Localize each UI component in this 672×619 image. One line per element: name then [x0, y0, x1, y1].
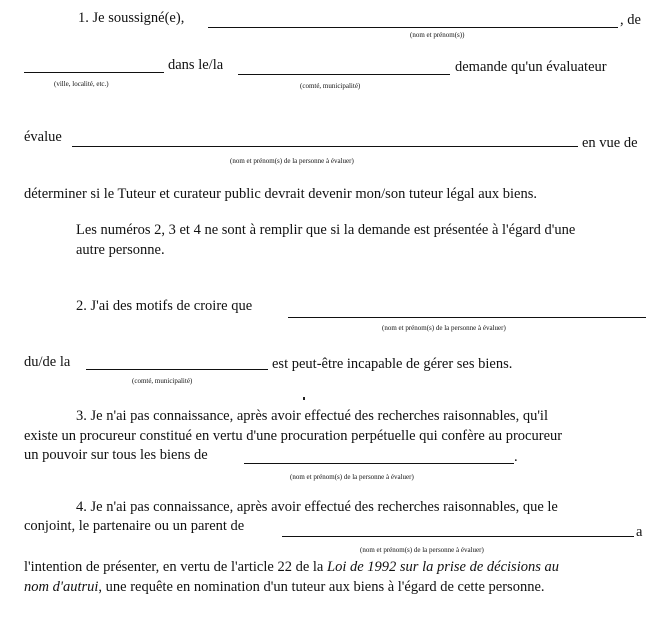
in-text: dans le/la: [168, 57, 224, 73]
evaluates-text: évalue: [24, 129, 62, 145]
section-2-person-caption: (nom et prénom(s) de la personne à évaluer): [382, 324, 506, 332]
section-2-county-caption: (comté, municipalité): [132, 377, 193, 385]
with-view-text: en vue de: [582, 135, 638, 151]
county-caption: (comté, municipalité): [300, 82, 361, 90]
section-3-person-caption: (nom et prénom(s) de la personne à évaluer): [290, 473, 414, 481]
unable-text: est peut-être incapable de gérer ses biens.: [272, 356, 513, 372]
requests-text: demande qu'un évaluateur: [455, 59, 607, 75]
section-1-after-name: , de: [620, 12, 641, 28]
note-line-1: Les numéros 2, 3 et 4 ne sont à remplir que si la demande est présentée à l'égard d'une: [76, 222, 576, 238]
person-caption: (nom et prénom(s) de la personne à évaluer): [230, 157, 354, 165]
section-4-line-4-text: , une requête en nomination d'un tuteur aux biens à l'égard de cette personne.: [98, 579, 545, 595]
of-text: du/de la: [24, 354, 71, 370]
section-4-person-caption: (nom et prénom(s) de la personne à évaluer): [360, 546, 484, 554]
note-line-2: autre personne.: [76, 242, 165, 258]
section-4-line-2-end: a: [636, 524, 643, 540]
applicant-name-field[interactable]: [208, 27, 618, 28]
evaluated-person-field[interactable]: [72, 146, 578, 147]
city-field[interactable]: [24, 72, 164, 73]
speck: [303, 397, 305, 400]
section-3-line-2: existe un procureur constitué en vertu d'une procuration perpétuelle qui confère au procureur: [24, 428, 563, 444]
name-caption: (nom et prénom(s)): [410, 31, 465, 39]
section-3-end: .: [514, 449, 518, 465]
section-2-label: 2. J'ai des motifs de croire que: [76, 298, 253, 314]
section-4-line-4: [24, 580, 545, 595]
law-title-part-b: nom d'autrui: [24, 579, 99, 595]
section-1-label: 1. Je soussigné(e),: [78, 10, 185, 26]
section-4-line-2: conjoint, le partenaire ou un parent de: [24, 518, 245, 534]
county-field[interactable]: [238, 74, 450, 75]
section-4-line-3: [24, 560, 559, 575]
section-4-person-field[interactable]: [282, 536, 634, 537]
section-2-person-field[interactable]: [288, 317, 646, 318]
section-3-person-field[interactable]: [244, 463, 514, 464]
law-title-part-a: Loi de 1992 sur la prise de décisions au: [327, 559, 559, 575]
section-3-line-3: un pouvoir sur tous les biens de: [24, 447, 208, 463]
city-caption: (ville, localité, etc.): [54, 80, 109, 88]
section-4-line-1: 4. Je n'ai pas connaissance, après avoir effectué des recherches raisonnables, que le: [76, 499, 558, 515]
section-3-line-1: 3. Je n'ai pas connaissance, après avoir effectué des recherches raisonnables, qu'il: [76, 408, 548, 424]
section-4-line-3-text: l'intention de présenter, en vertu de l'article 22 de la: [24, 559, 324, 575]
section-2-county-field[interactable]: [86, 369, 268, 370]
determine-text: déterminer si le Tuteur et curateur public devrait devenir mon/son tuteur légal aux biens.: [24, 186, 537, 202]
